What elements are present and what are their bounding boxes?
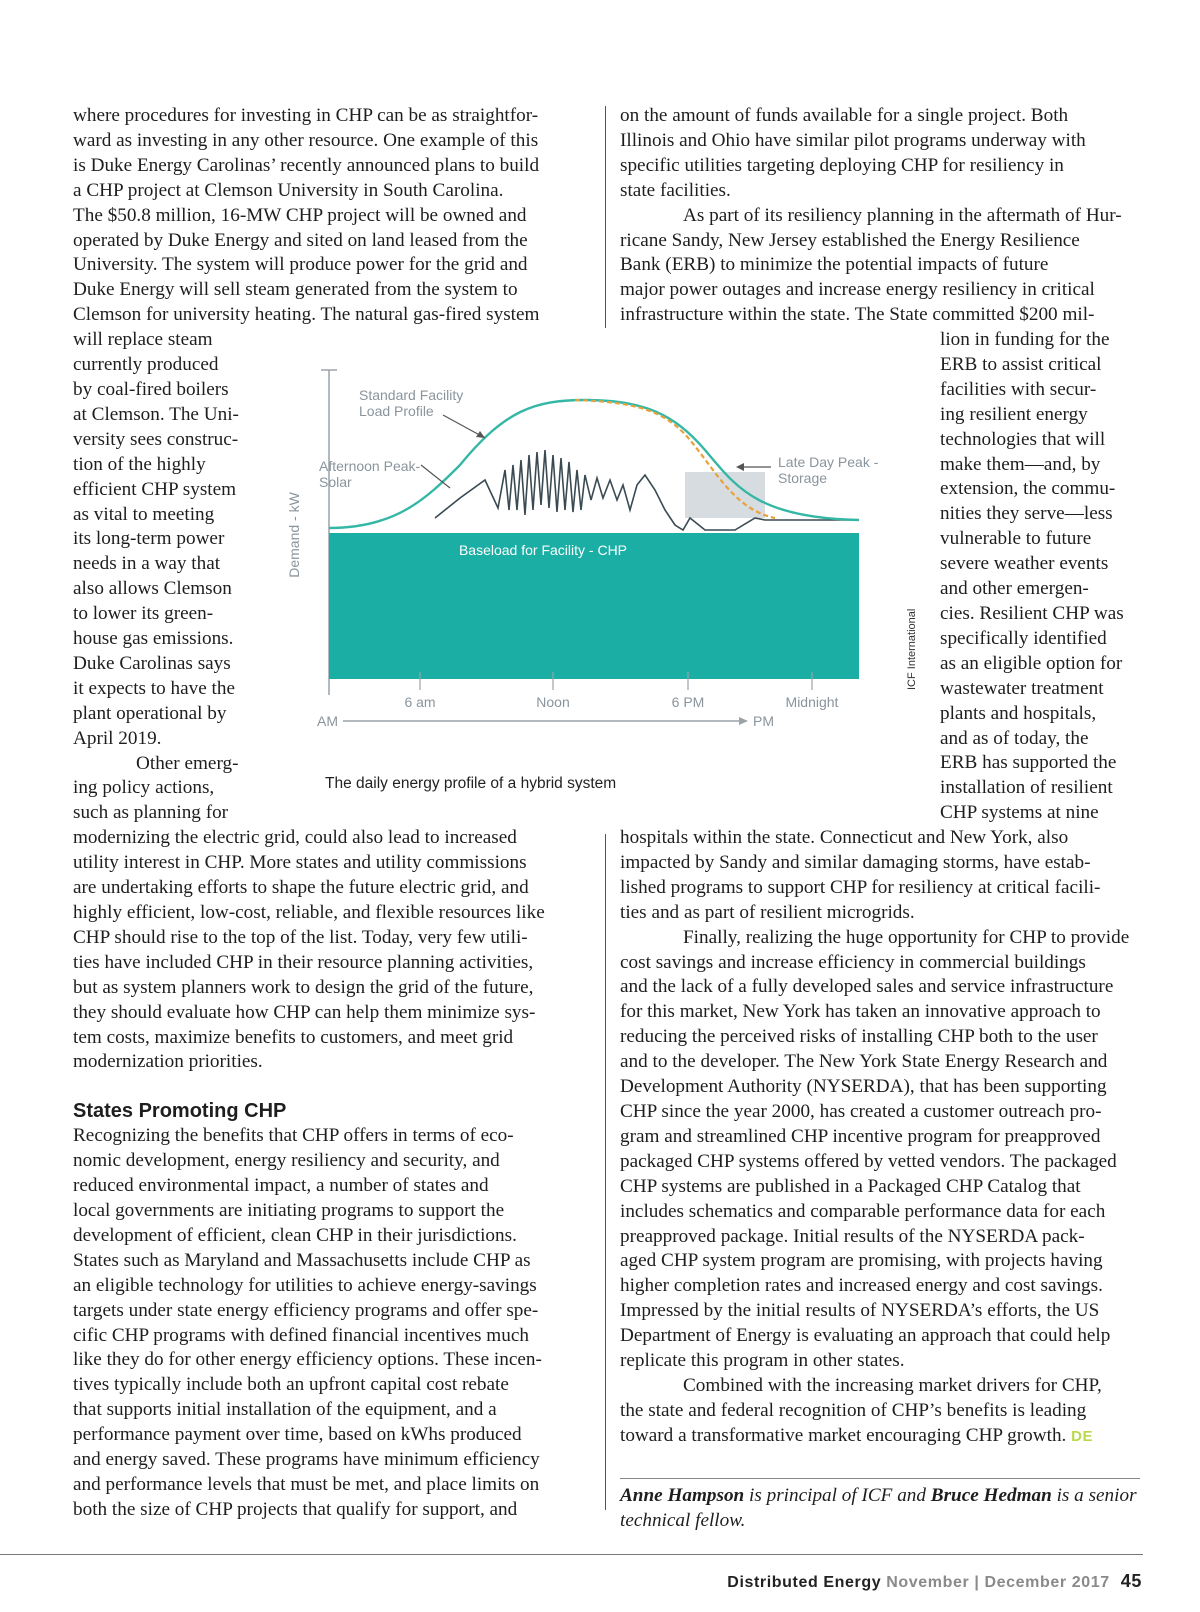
text-line: as an eligible option for <box>940 652 1123 674</box>
text-line: Impressed by the initial results of NYSERDA’s efforts, the US <box>620 1300 1100 1322</box>
text-line: on the amount of funds available for a single project. Both <box>620 105 1069 126</box>
author-name: Anne Hampson <box>620 1485 745 1506</box>
text-line: modernizing the electric grid, could also lead to increased <box>73 827 517 849</box>
text-line: it expects to have the <box>73 677 235 699</box>
author-bio <box>620 1484 1160 1534</box>
text-line: ERB to assist critical <box>940 353 1102 375</box>
text-line: infrastructure within the state. The State committed $200 mil- <box>620 304 1095 326</box>
text-line: currently produced <box>73 354 219 376</box>
text-line: reduced environmental impact, a number of states and <box>73 1175 489 1197</box>
text-line: highly efficient, low-cost, reliable, and flexible resources like <box>73 902 545 923</box>
label-afternoon-peak: Afternoon Peak- <box>319 458 421 474</box>
text-line: and to the developer. The New York State Energy Research and <box>620 1051 1108 1073</box>
text-line: hospitals within the state. Connecticut and New York, also <box>620 827 1069 848</box>
text-line: make them—and, by <box>940 453 1101 475</box>
text-line: as vital to meeting <box>73 503 215 525</box>
x-tick-label: Noon <box>536 694 570 710</box>
text-line: nomic development, energy resiliency and security, and <box>73 1150 500 1172</box>
right-wrap-text <box>940 328 1150 826</box>
text-line: University. The system will produce power for the grid and <box>73 254 528 276</box>
text-line: facilities with secur- <box>940 378 1097 400</box>
image-credit: ICF International <box>906 608 918 690</box>
text-line: replicate this program in other states. <box>620 1350 905 1372</box>
text-line: they should evaluate how CHP can help them minimize sys- <box>73 1001 536 1023</box>
issue-date: November | December 2017 <box>886 1574 1110 1591</box>
text-line: operated by Duke Energy and sited on land leased from the <box>73 229 528 251</box>
text-line: installation of resilient <box>940 777 1113 799</box>
text-line: specifically identified <box>940 627 1107 649</box>
text-line: tion of the highly <box>73 453 206 475</box>
text-line: the state and federal recognition of CHP’s benefits is leading <box>620 1399 1087 1421</box>
text-line: local governments are initiating programs to support the <box>73 1199 505 1221</box>
text-line: aged CHP system program are promising, with projects having <box>620 1250 1103 1272</box>
text-line: plants and hospitals, <box>940 702 1097 724</box>
bio-text: is principal of ICF and <box>744 1485 931 1506</box>
text-line: wastewater treatment <box>940 677 1104 699</box>
text-line: by coal-fired boilers <box>73 378 229 400</box>
text-line: state facilities. <box>620 179 731 201</box>
text-line: and as of today, the <box>940 727 1089 749</box>
energy-profile-figure <box>285 360 935 810</box>
text-line: Bank (ERB) to minimize the potential impacts of future <box>620 254 1049 276</box>
author-name: Bruce Hedman <box>930 1485 1052 1506</box>
x-tick-label: 6 am <box>404 694 436 710</box>
right-column <box>620 104 1140 328</box>
label-storage: Storage <box>778 470 828 486</box>
text-line: States such as Maryland and Massachusetts include CHP as <box>73 1249 531 1271</box>
figure-caption: The daily energy profile of a hybrid system <box>325 775 617 792</box>
text-line: nities they serve—less <box>940 503 1113 525</box>
text-line: ties have included CHP in their resource planning activities, <box>73 951 534 973</box>
text-line: ing policy actions, <box>73 777 215 799</box>
page-number: 45 <box>1120 1571 1142 1591</box>
text-line: ward as investing in any other resource. One example of this <box>73 129 539 151</box>
text-line: an eligible technology for utilities to achieve energy-savings <box>73 1274 537 1296</box>
text-line: CHP systems at nine <box>940 802 1099 824</box>
label-standard-facility: Standard Facility <box>359 387 464 403</box>
text-line: that supports initial installation of the equipment, and a <box>73 1399 497 1421</box>
text-line: cies. Resilient CHP was <box>940 602 1124 624</box>
right-top-paragraph <box>620 104 1140 204</box>
pm-label: PM <box>753 713 774 729</box>
text-line: like they do for other energy efficiency options. These incen- <box>73 1349 542 1371</box>
text-line: modernization priorities. <box>73 1051 263 1073</box>
column-divider <box>605 106 606 328</box>
text-line: vulnerable to future <box>940 528 1092 550</box>
text-line: for this market, New York has taken an innovative approach to <box>620 1001 1101 1023</box>
text-line: both the size of CHP projects that qualify for support, and <box>73 1498 518 1520</box>
text-line: gram and streamlined CHP incentive program for preapproved <box>620 1125 1101 1147</box>
text-line: packaged CHP systems offered by vetted vendors. The packaged <box>620 1150 1117 1172</box>
text-line: Clemson for university heating. The natural gas-fired system <box>73 304 540 326</box>
text-line: Recognizing the benefits that CHP offers in terms of eco- <box>73 1125 514 1147</box>
energy-profile-chart <box>285 360 935 780</box>
footer-divider <box>0 1554 1143 1555</box>
text-line: CHP since the year 2000, has created a customer outreach pro- <box>620 1100 1102 1122</box>
text-line: As part of its resiliency planning in the aftermath of Hur- <box>683 204 1122 226</box>
text-line: and energy saved. These programs have minimum efficiency <box>73 1449 540 1471</box>
storage-box <box>685 472 765 518</box>
text-line: to lower its green- <box>73 603 214 625</box>
text-line: utility interest in CHP. More states and utility commissions <box>73 852 527 874</box>
text-line: house gas emissions. <box>73 628 234 650</box>
text-line: efficient CHP system <box>73 478 237 500</box>
text-line: but as system planners work to design the grid of the future, <box>73 976 534 998</box>
text-line: performance payment over time, based on kWhs produced <box>73 1424 522 1446</box>
publication-name: Distributed Energy <box>727 1574 882 1591</box>
text-line: also allows Clemson <box>73 578 232 600</box>
arrowhead <box>476 431 485 438</box>
text-line: and the lack of a fully developed sales and service infrastructure <box>620 976 1114 998</box>
text-line: higher completion rates and increased energy and cost savings. <box>620 1275 1103 1297</box>
text-line: reducing the perceived risks of installing CHP both to the user <box>620 1026 1098 1048</box>
text-line: will replace steam <box>73 329 213 351</box>
text-line: April 2019. <box>73 727 162 749</box>
page-footer <box>727 1571 1142 1592</box>
text-line: lion in funding for the <box>940 329 1110 350</box>
states-paragraph <box>73 1124 593 1523</box>
text-line: development of efficient, clean CHP in their jurisdictions. <box>73 1224 517 1246</box>
text-line: a CHP project at Clemson University in South Carolina. <box>73 179 504 201</box>
text-line: severe weather events <box>940 553 1109 575</box>
x-tick-label: 6 PM <box>671 694 705 710</box>
text-line: specific utilities targeting deploying CHP for resiliency in <box>620 154 1064 176</box>
text-line: ties and as part of resilient microgrids. <box>620 901 915 923</box>
text-line: its long-term power <box>73 528 225 550</box>
text-line: Combined with the increasing market drivers for CHP, <box>683 1374 1102 1396</box>
text-line: Development Authority (NYSERDA), that has been supporting <box>620 1076 1107 1098</box>
text-line: preapproved package. Initial results of the NYSERDA pack- <box>620 1225 1085 1247</box>
text-line: toward a transformative market encouraging CHP growth. <box>620 1424 1067 1446</box>
text-line: where procedures for investing in CHP can be as straightfor- <box>73 105 539 126</box>
text-line: ing resilient energy <box>940 403 1088 425</box>
text-line: Other emerg- <box>136 752 239 774</box>
text-line: is Duke Energy Carolinas’ recently announced plans to build <box>73 154 540 176</box>
left-column <box>73 104 593 1523</box>
text-line: extension, the commu- <box>940 478 1116 500</box>
y-axis-label: Demand - kW <box>286 492 302 578</box>
arrowhead <box>736 463 744 471</box>
am-label: AM <box>317 713 338 729</box>
text-line: plant operational by <box>73 702 227 724</box>
bio-divider <box>620 1478 1140 1479</box>
text-line: ricane Sandy, New Jersey established the Energy Resilience <box>620 229 1080 251</box>
text-line: and other emergen- <box>940 578 1089 600</box>
right-lower-column <box>620 826 1140 1450</box>
text-line: Department of Energy is evaluating an approach that could help <box>620 1325 1111 1347</box>
column-divider <box>605 834 606 1510</box>
text-line: targets under state energy efficiency programs and offer spe- <box>73 1299 539 1321</box>
text-line: CHP systems are published in a Packaged CHP Catalog that <box>620 1175 1081 1197</box>
text-line: cost savings and increase efficiency in commercial buildings <box>620 951 1086 973</box>
x-tick-label: Midnight <box>785 694 839 710</box>
text-line: major power outages and increase energy resiliency in critical <box>620 279 1095 301</box>
annotation-arrow <box>421 465 450 488</box>
text-line: are undertaking efforts to shape the future electric grid, and <box>73 877 529 899</box>
text-line: at Clemson. The Uni- <box>73 403 239 425</box>
hospitals-paragraph <box>620 826 1140 926</box>
text-line: technologies that will <box>940 428 1106 450</box>
text-line: tem costs, maximize benefits to customers, and meet grid <box>73 1026 514 1048</box>
label-baseload: Baseload for Facility - CHP <box>458 542 628 558</box>
section-heading: States Promoting CHP <box>73 1100 287 1123</box>
text-line: cific CHP programs with defined financial incentives much <box>73 1324 529 1346</box>
text-line: Duke Carolinas says <box>73 652 231 674</box>
text-line: and performance levels that must be met, and place limits on <box>73 1473 540 1495</box>
text-line: versity sees construc- <box>73 428 239 450</box>
bio-text: is a senior <box>1051 1485 1137 1506</box>
text-line: needs in a way that <box>73 553 221 575</box>
text-line: ERB has supported the <box>940 752 1117 774</box>
text-line: impacted by Sandy and similar damaging storms, have estab- <box>620 851 1091 873</box>
text-line: tives typically include both an upfront capital cost rebate <box>73 1374 509 1396</box>
conclusion-paragraph <box>620 1374 1140 1450</box>
arrowhead <box>739 717 748 725</box>
label-solar: Solar <box>319 474 352 490</box>
label-load-profile: Load Profile <box>359 403 434 419</box>
text-line: Finally, realizing the huge opportunity for CHP to provide <box>683 926 1130 948</box>
text-line: The $50.8 million, 16-MW CHP project will be owned and <box>73 204 527 226</box>
text-line: Duke Energy will sell steam generated from the system to <box>73 279 518 301</box>
erb-paragraph <box>620 204 1140 329</box>
bio-text: technical fellow. <box>620 1509 746 1531</box>
text-line: includes schematics and comparable performance data for each <box>620 1200 1106 1222</box>
text-line: CHP should rise to the top of the list. Today, very few utili- <box>73 926 528 948</box>
nyserda-paragraph <box>620 926 1140 1374</box>
text-line: lished programs to support CHP for resiliency at critical facili- <box>620 876 1101 898</box>
text-line: such as planning for <box>73 802 229 824</box>
text-line: Illinois and Ohio have similar pilot programs underway with <box>620 129 1086 151</box>
end-mark: DE <box>1071 1427 1093 1445</box>
label-late-day-peak: Late Day Peak - <box>778 454 879 470</box>
